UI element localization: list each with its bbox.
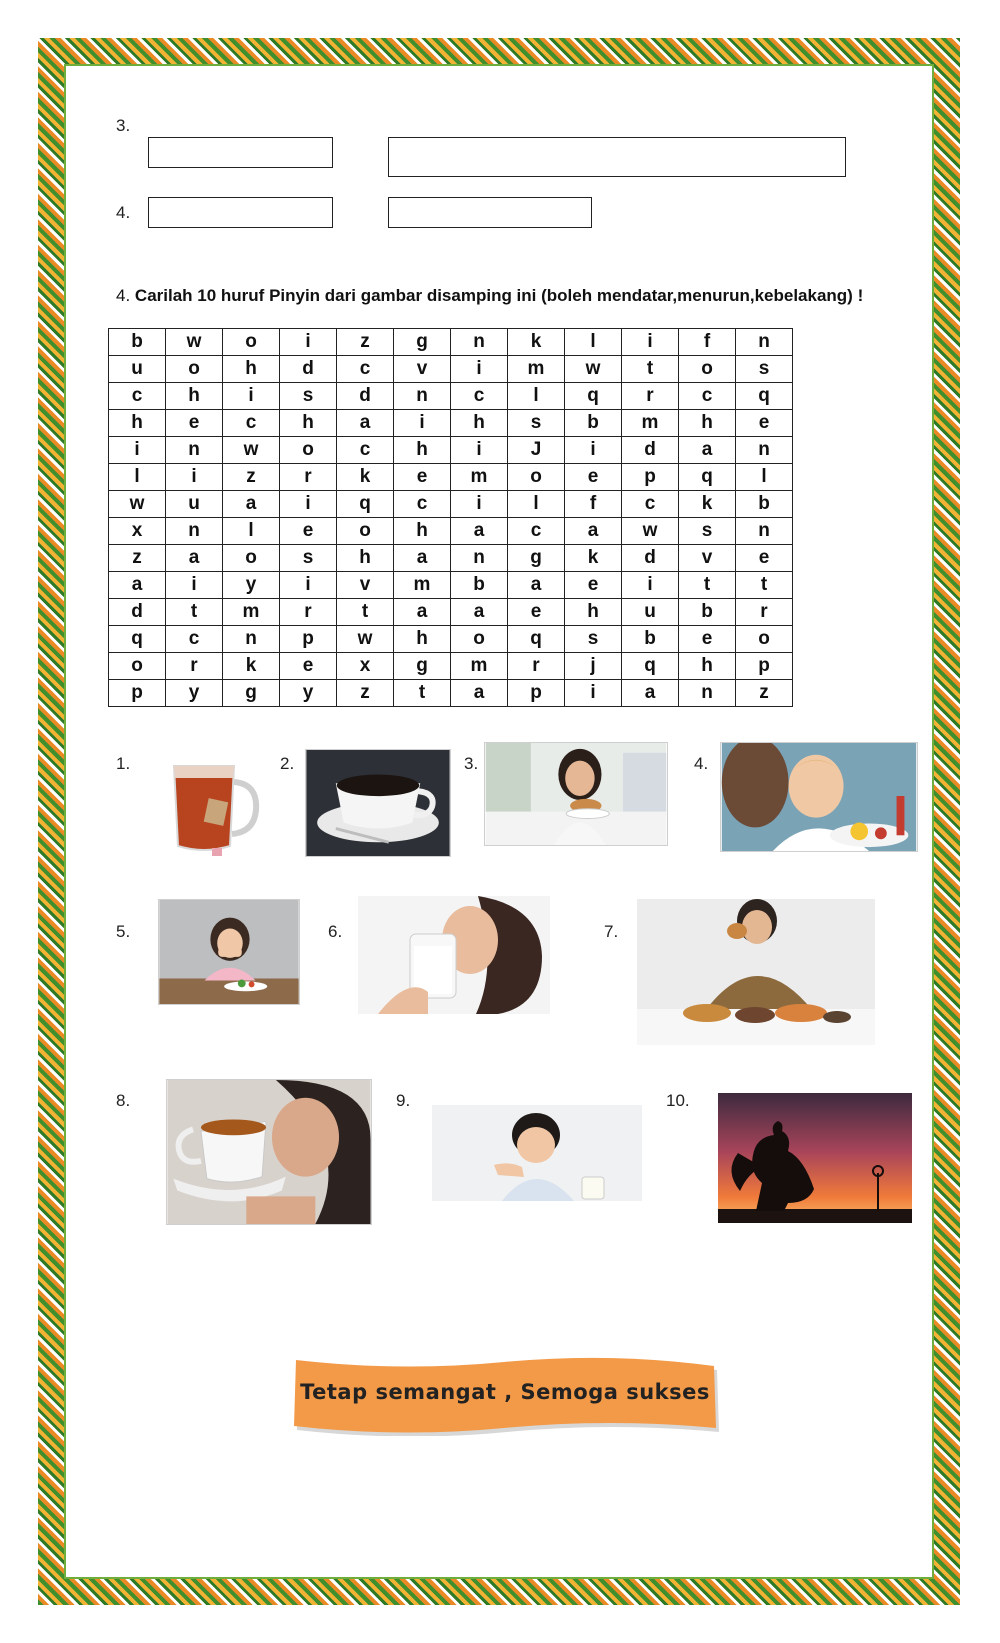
grid-cell[interactable]: i (166, 464, 223, 491)
banner-text: Tetap semangat , Semoga sukses (300, 1380, 710, 1404)
grid-cell[interactable]: v (679, 545, 736, 572)
grid-row (109, 680, 793, 707)
grid-row (109, 491, 793, 518)
grid-cell[interactable]: c (223, 410, 280, 437)
grid-row (109, 572, 793, 599)
grid-cell[interactable]: r (166, 653, 223, 680)
grid-cell[interactable]: a (451, 518, 508, 545)
grid-row (109, 653, 793, 680)
grid-cell[interactable]: h (394, 437, 451, 464)
grid-cell[interactable]: t (736, 572, 793, 599)
grid-cell[interactable]: a (109, 572, 166, 599)
picture-number-4: 4. (694, 754, 709, 773)
grid-cell[interactable]: t (679, 572, 736, 599)
grid-cell[interactable]: a (394, 545, 451, 572)
grid-cell[interactable]: u (622, 599, 679, 626)
grid-cell[interactable]: a (508, 572, 565, 599)
grid-cell[interactable]: i (622, 329, 679, 356)
girl-refusing-food-icon (159, 900, 299, 1004)
grid-cell[interactable]: o (736, 626, 793, 653)
picture-number-7: 7. (604, 922, 619, 941)
grid-cell[interactable]: o (451, 626, 508, 653)
grid-cell[interactable]: j (565, 653, 622, 680)
grid-cell[interactable]: n (736, 518, 793, 545)
word-search-grid (108, 328, 793, 707)
grid-cell[interactable]: y (166, 680, 223, 707)
grid-cell[interactable]: v (394, 356, 451, 383)
grid-cell[interactable]: s (280, 545, 337, 572)
sleepy-boy-icon (432, 1105, 642, 1201)
grid-cell[interactable]: e (736, 410, 793, 437)
grid-cell[interactable]: z (223, 464, 280, 491)
grid-cell[interactable]: w (622, 518, 679, 545)
grid-cell[interactable]: p (280, 626, 337, 653)
grid-cell[interactable]: l (109, 464, 166, 491)
rooster-sunrise-icon (718, 1093, 912, 1223)
grid-cell[interactable]: o (109, 653, 166, 680)
grid-cell[interactable]: o (679, 356, 736, 383)
grid-cell[interactable]: l (508, 491, 565, 518)
grid-row (109, 545, 793, 572)
grid-cell[interactable]: h (166, 383, 223, 410)
grid-cell[interactable]: s (508, 410, 565, 437)
grid-row (109, 464, 793, 491)
grid-cell[interactable]: i (280, 572, 337, 599)
grid-cell[interactable]: i (565, 680, 622, 707)
grid-cell[interactable]: t (337, 599, 394, 626)
grid-cell[interactable]: m (622, 410, 679, 437)
picture-9-sleepy-boy (432, 1105, 642, 1201)
grid-row (109, 329, 793, 356)
grid-cell[interactable]: p (622, 464, 679, 491)
grid-cell[interactable]: q (736, 383, 793, 410)
grid-cell[interactable]: a (223, 491, 280, 518)
picture-number-6: 6. (328, 922, 343, 941)
grid-cell[interactable]: i (565, 437, 622, 464)
grid-cell[interactable]: e (394, 464, 451, 491)
grid-cell[interactable]: e (679, 626, 736, 653)
grid-cell[interactable]: c (337, 356, 394, 383)
woman-drinking-tea-icon (167, 1080, 371, 1224)
grid-cell[interactable]: q (337, 491, 394, 518)
grid-cell[interactable]: r (280, 599, 337, 626)
grid-cell[interactable]: n (736, 329, 793, 356)
grid-cell[interactable]: k (508, 329, 565, 356)
grid-cell[interactable]: x (109, 518, 166, 545)
picture-number-2: 2. (280, 754, 295, 773)
picture-number-10: 10. (666, 1091, 690, 1110)
picture-8-woman-drinking-tea (166, 1079, 372, 1225)
grid-cell[interactable]: r (280, 464, 337, 491)
grid-cell[interactable]: d (109, 599, 166, 626)
grid-cell[interactable]: l (508, 383, 565, 410)
closing-banner (290, 1356, 720, 1436)
grid-cell[interactable]: r (736, 599, 793, 626)
grid-cell[interactable]: d (622, 437, 679, 464)
grid-cell[interactable]: f (679, 329, 736, 356)
picture-number-5: 5. (116, 922, 131, 941)
grid-cell[interactable]: i (280, 329, 337, 356)
grid-cell[interactable]: e (565, 572, 622, 599)
grid-cell[interactable]: d (622, 545, 679, 572)
picture-5-girl-refusing-food (158, 899, 300, 1005)
grid-cell[interactable]: k (679, 491, 736, 518)
grid-cell[interactable]: s (565, 626, 622, 653)
grid-cell[interactable]: w (109, 491, 166, 518)
picture-number-8: 8. (116, 1091, 131, 1110)
grid-cell[interactable]: q (109, 626, 166, 653)
grid-row (109, 356, 793, 383)
picture-7-man-eating-feast (637, 891, 875, 1045)
grid-cell[interactable]: r (508, 653, 565, 680)
grid-cell[interactable]: l (565, 329, 622, 356)
grid-cell[interactable]: q (508, 626, 565, 653)
grid-cell[interactable]: w (565, 356, 622, 383)
grid-cell[interactable]: n (166, 518, 223, 545)
grid-cell[interactable]: g (394, 329, 451, 356)
grid-cell[interactable]: c (337, 437, 394, 464)
grid-cell[interactable]: h (451, 410, 508, 437)
grid-cell[interactable]: o (280, 437, 337, 464)
grid-cell[interactable]: s (679, 518, 736, 545)
picture-3-woman-eating (484, 742, 668, 846)
grid-cell[interactable]: k (565, 545, 622, 572)
picture-number-3: 3. (464, 754, 479, 773)
grid-cell[interactable]: n (223, 626, 280, 653)
picture-2-coffee-cup (305, 749, 451, 857)
grid-cell[interactable]: e (166, 410, 223, 437)
picture-4-child-eating (720, 742, 918, 852)
grid-cell[interactable]: z (109, 545, 166, 572)
grid-cell[interactable]: b (109, 329, 166, 356)
grid-cell[interactable]: e (565, 464, 622, 491)
grid-cell[interactable]: h (280, 410, 337, 437)
grid-cell[interactable]: i (451, 491, 508, 518)
grid-cell[interactable]: q (679, 464, 736, 491)
picture-number-9: 9. (396, 1091, 411, 1110)
answer-box-3b[interactable] (388, 137, 846, 177)
grid-cell[interactable]: w (223, 437, 280, 464)
grid-cell[interactable]: p (508, 680, 565, 707)
grid-cell[interactable]: w (337, 626, 394, 653)
grid-cell[interactable]: b (736, 491, 793, 518)
grid-cell[interactable]: h (565, 599, 622, 626)
grid-cell[interactable]: l (223, 518, 280, 545)
grid-cell[interactable]: n (451, 329, 508, 356)
grid-cell[interactable]: t (166, 599, 223, 626)
woman-eating-icon (485, 743, 667, 845)
grid-cell[interactable]: k (337, 464, 394, 491)
grid-cell[interactable]: y (280, 680, 337, 707)
grid-cell[interactable]: c (109, 383, 166, 410)
grid-cell[interactable]: a (394, 599, 451, 626)
picture-6-woman-drinking-milk (358, 896, 550, 1014)
grid-cell[interactable]: h (394, 626, 451, 653)
grid-cell[interactable]: n (736, 437, 793, 464)
grid-cell[interactable]: f (565, 491, 622, 518)
grid-cell[interactable]: q (622, 653, 679, 680)
grid-cell[interactable]: b (622, 626, 679, 653)
grid-cell[interactable]: c (622, 491, 679, 518)
tea-glass-icon (160, 744, 264, 862)
grid-cell[interactable]: o (337, 518, 394, 545)
grid-cell[interactable]: g (223, 680, 280, 707)
grid-cell[interactable]: c (679, 383, 736, 410)
grid-cell[interactable]: m (451, 653, 508, 680)
grid-cell[interactable]: e (280, 653, 337, 680)
answer-box-3a[interactable] (148, 137, 333, 168)
grid-cell[interactable]: d (280, 356, 337, 383)
grid-cell[interactable]: a (622, 680, 679, 707)
man-eating-feast-icon (637, 891, 875, 1045)
grid-cell[interactable]: d (337, 383, 394, 410)
grid-row (109, 518, 793, 545)
grid-cell[interactable]: c (451, 383, 508, 410)
instruction-number: 4. (116, 286, 131, 305)
grid-cell[interactable]: b (451, 572, 508, 599)
grid-cell[interactable]: k (223, 653, 280, 680)
grid-row (109, 383, 793, 410)
grid-cell[interactable]: m (508, 356, 565, 383)
grid-cell[interactable]: o (223, 545, 280, 572)
grid-cell[interactable]: m (223, 599, 280, 626)
picture-1-tea-glass (160, 744, 264, 862)
grid-cell[interactable]: g (508, 545, 565, 572)
grid-cell[interactable]: o (166, 356, 223, 383)
grid-cell[interactable]: l (736, 464, 793, 491)
grid-cell[interactable]: m (451, 464, 508, 491)
grid-cell[interactable]: i (451, 437, 508, 464)
grid-cell[interactable]: x (337, 653, 394, 680)
grid-cell[interactable]: y (223, 572, 280, 599)
grid-cell[interactable]: i (394, 410, 451, 437)
grid-cell[interactable]: o (508, 464, 565, 491)
grid-cell[interactable]: c (166, 626, 223, 653)
grid-cell[interactable]: n (394, 383, 451, 410)
grid-cell[interactable]: g (394, 653, 451, 680)
grid-cell[interactable]: v (337, 572, 394, 599)
grid-cell[interactable]: e (508, 599, 565, 626)
grid-cell[interactable]: a (337, 410, 394, 437)
grid-cell[interactable]: t (394, 680, 451, 707)
grid-cell[interactable]: o (223, 329, 280, 356)
grid-cell[interactable]: h (109, 410, 166, 437)
grid-row (109, 626, 793, 653)
grid-cell[interactable]: m (394, 572, 451, 599)
grid-cell[interactable]: w (166, 329, 223, 356)
grid-cell[interactable]: i (451, 356, 508, 383)
grid-cell[interactable]: a (451, 599, 508, 626)
grid-cell[interactable]: z (337, 329, 394, 356)
grid-cell[interactable]: h (679, 410, 736, 437)
answer-row-3-number: 3. (116, 116, 131, 135)
grid-cell[interactable]: s (736, 356, 793, 383)
grid-cell[interactable]: b (679, 599, 736, 626)
grid-cell[interactable]: a (679, 437, 736, 464)
grid-cell[interactable]: h (223, 356, 280, 383)
grid-cell[interactable]: s (280, 383, 337, 410)
grid-cell[interactable]: e (280, 518, 337, 545)
answer-box-4a[interactable] (148, 197, 333, 228)
grid-cell[interactable]: i (622, 572, 679, 599)
grid-cell[interactable]: z (736, 680, 793, 707)
grid-cell[interactable]: u (166, 491, 223, 518)
grid-cell[interactable]: h (679, 653, 736, 680)
grid-cell[interactable]: n (451, 545, 508, 572)
grid-cell[interactable]: i (280, 491, 337, 518)
instruction (116, 286, 936, 306)
grid-cell[interactable]: u (109, 356, 166, 383)
grid-cell[interactable]: n (166, 437, 223, 464)
grid-cell[interactable]: a (451, 680, 508, 707)
instruction-text: Carilah 10 huruf Pinyin dari gambar disamping ini (boleh mendatar,menurun,kebelakang) ! (134, 286, 864, 305)
grid-cell[interactable]: b (565, 410, 622, 437)
grid-cell[interactable]: z (337, 680, 394, 707)
grid-cell[interactable]: r (622, 383, 679, 410)
woman-drinking-milk-icon (358, 896, 550, 1014)
grid-cell[interactable]: p (109, 680, 166, 707)
grid-cell[interactable]: i (223, 383, 280, 410)
grid-cell[interactable]: q (565, 383, 622, 410)
grid-cell[interactable]: c (394, 491, 451, 518)
answer-row-4-number: 4. (116, 203, 131, 222)
grid-cell[interactable]: p (736, 653, 793, 680)
grid-cell[interactable]: t (622, 356, 679, 383)
grid-row (109, 437, 793, 464)
grid-cell[interactable]: e (736, 545, 793, 572)
grid-cell[interactable]: i (166, 572, 223, 599)
grid-cell[interactable]: c (508, 518, 565, 545)
answer-box-4b[interactable] (388, 197, 592, 228)
grid-row (109, 410, 793, 437)
grid-cell[interactable]: h (337, 545, 394, 572)
child-eating-icon (721, 743, 917, 851)
grid-row (109, 599, 793, 626)
grid-cell[interactable]: a (565, 518, 622, 545)
grid-cell[interactable]: J (508, 437, 565, 464)
grid-cell[interactable]: i (109, 437, 166, 464)
grid-cell[interactable]: n (679, 680, 736, 707)
picture-10-rooster-sunrise (718, 1093, 912, 1223)
grid-cell[interactable]: a (166, 545, 223, 572)
coffee-cup-icon (306, 750, 450, 856)
grid-cell[interactable]: h (394, 518, 451, 545)
picture-number-1: 1. (116, 754, 131, 773)
